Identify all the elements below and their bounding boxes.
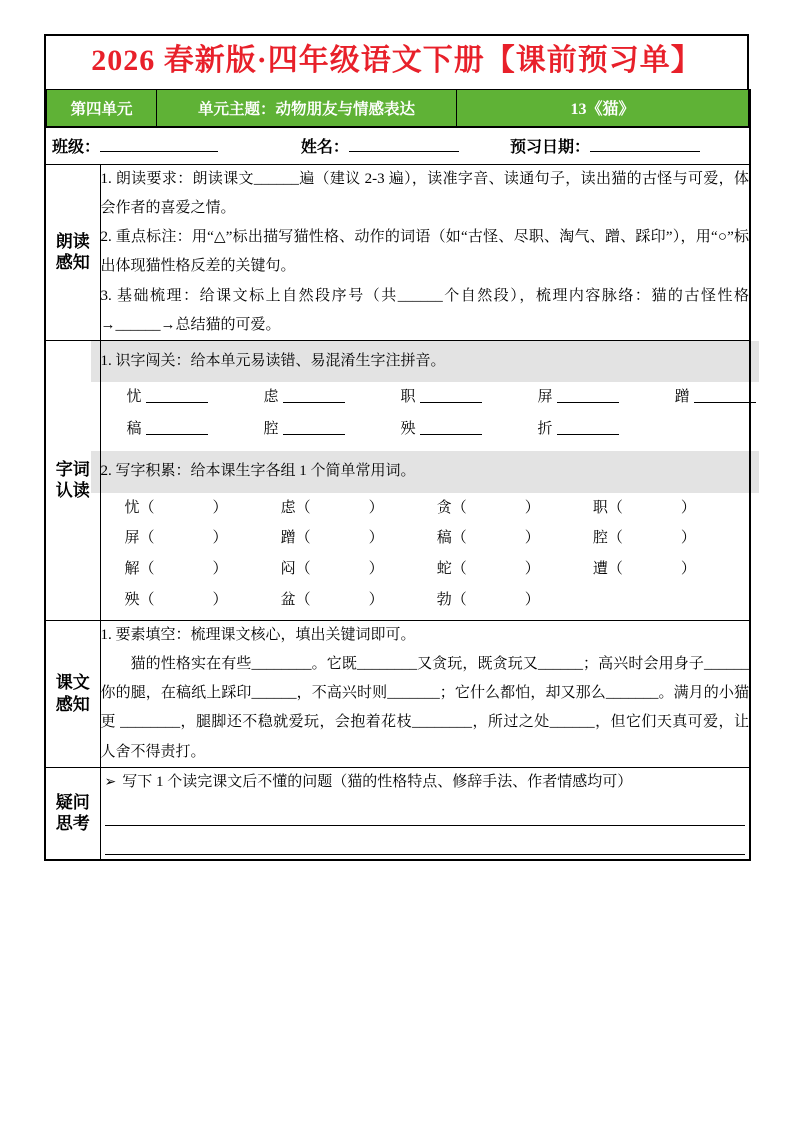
- word-grid: [101, 493, 750, 616]
- unit-header-row: [45, 89, 750, 128]
- word-row: [125, 554, 750, 585]
- word-cell[interactable]: 稿（ ）: [436, 530, 540, 547]
- section-body-questions: [100, 767, 750, 860]
- section-body-reading: [100, 164, 750, 341]
- student-info-row: [45, 127, 750, 164]
- section-label-vocab: 字词认读: [45, 341, 100, 621]
- pinyin-char: 折: [537, 420, 553, 437]
- question-prompt: ➢ 写下 1 个读完课文后不懂的问题（猫的性格特点、修辞手法、作者情感均可）: [104, 773, 633, 790]
- word-cell[interactable]: 闷（ ）: [280, 561, 384, 577]
- reading-item-3: 3. 基础梳理：给课文标上自然段序号（共______个自然段），梳理内容脉络：猫的古怪性格→______→总结猫的可爱。: [100, 287, 749, 333]
- pinyin-char: 殃: [400, 420, 416, 437]
- word-cell[interactable]: 盆（ ）: [280, 591, 384, 608]
- word-cell[interactable]: 忧（ ）: [124, 499, 228, 516]
- pinyin-char: 腔: [263, 420, 279, 437]
- word-cell[interactable]: 殃（ ）: [124, 591, 228, 608]
- section-reading: [45, 164, 750, 341]
- arrow-bullet-icon: ➢: [104, 774, 117, 790]
- comprehension-task-1: 1. 要素填空：梳理课文核心，填出关键词即可。: [100, 626, 416, 643]
- pinyin-row-1: [101, 382, 750, 414]
- pinyin-char: 屏: [537, 389, 553, 406]
- pinyin-blank[interactable]: [557, 419, 619, 435]
- section-vocab: [45, 341, 750, 621]
- section-label-reading: 朗读感知: [45, 164, 100, 341]
- section-body-vocab: [100, 341, 750, 621]
- word-cell[interactable]: 贪（ ）: [436, 499, 540, 516]
- pinyin-row-2: [101, 414, 750, 446]
- section-body-comprehension: [100, 620, 750, 767]
- lesson-title: 13《猫》: [457, 89, 749, 126]
- pinyin-blank[interactable]: [420, 387, 482, 403]
- reading-item-2: 2. 重点标注：用“△”标出描写猫性格、动作的词语（如“古怪、尽职、淘气、蹭、踩印”），用“○”标出体现猫性格反差的关键句。: [100, 229, 749, 275]
- word-cell[interactable]: 腔（ ）: [592, 530, 696, 547]
- word-cell[interactable]: 勃（ ）: [436, 591, 540, 608]
- vocab-task-1: 1. 识字闯关：给本单元易读错、易混淆生字注拼音。: [91, 341, 760, 382]
- section-text-comprehension: [45, 620, 750, 767]
- pinyin-blank[interactable]: [557, 387, 619, 403]
- pinyin-blank[interactable]: [283, 419, 345, 435]
- answer-line[interactable]: [105, 826, 746, 855]
- section-label-questions: 疑问思考: [45, 767, 100, 860]
- pinyin-blank[interactable]: [146, 419, 208, 435]
- word-row: [125, 493, 750, 524]
- pinyin-blank[interactable]: [283, 387, 345, 403]
- word-cell[interactable]: 职（ ）: [592, 499, 696, 516]
- pinyin-blank[interactable]: [420, 419, 482, 435]
- date-label: 预习日期：: [510, 139, 591, 156]
- section-questions: [45, 767, 750, 860]
- word-cell[interactable]: 虑（ ）: [280, 499, 384, 516]
- pinyin-char: 忧: [126, 389, 142, 406]
- pinyin-char: 蹭: [674, 389, 690, 406]
- word-cell[interactable]: 蛇（ ）: [436, 561, 540, 577]
- vocab-task-2: 2. 写字积累：给本课生字各组 1 个简单常用词。: [91, 451, 760, 492]
- word-cell[interactable]: 蹭（ ）: [280, 530, 384, 547]
- word-cell[interactable]: 解（ ）: [124, 561, 228, 577]
- section-label-comprehension: 课文感知: [45, 620, 100, 767]
- name-label: 姓名：: [300, 139, 349, 156]
- name-input[interactable]: [349, 137, 459, 152]
- class-label: 班级：: [52, 139, 101, 156]
- word-cell[interactable]: 遭（ ）: [592, 561, 696, 577]
- comprehension-fill-text[interactable]: 猫的性格实在有些________。它既________又贪玩，既贪玩又______；高兴时会用身子______你的腿，在稿纸上踩印______，不高兴时则_______；它什么都怕，却又那么_______。满月的小猫更 ________，腿脚还不稳就爱玩，会抱着花枝________，所过之处______，但它们天真可爱，让人舍不得责打。: [100, 655, 749, 760]
- class-input[interactable]: [100, 137, 218, 152]
- answer-line[interactable]: [105, 797, 746, 826]
- word-row: [125, 523, 750, 554]
- pinyin-char: 虑: [263, 389, 279, 406]
- date-input[interactable]: [590, 137, 700, 152]
- unit-theme: 单元主题：动物朋友与情感表达: [157, 89, 457, 126]
- word-cell[interactable]: 屏（ ）: [124, 530, 228, 547]
- pinyin-blank[interactable]: [694, 387, 756, 403]
- page-title: 2026 春新版·四年级语文下册【课前预习单】: [91, 44, 702, 77]
- word-row: [125, 585, 750, 616]
- worksheet-table: [44, 89, 751, 862]
- pinyin-char: 稿: [126, 420, 142, 437]
- pinyin-char: 职: [400, 389, 416, 406]
- pinyin-blank[interactable]: [146, 387, 208, 403]
- reading-item-1: 1. 朗读要求：朗读课文______遍（建议 2-3 遍），读准字音、读通句子，读出猫的古怪与可爱，体会作者的喜爱之情。: [100, 170, 749, 216]
- unit-number: 第四单元: [47, 89, 157, 126]
- title-bar: [44, 34, 749, 89]
